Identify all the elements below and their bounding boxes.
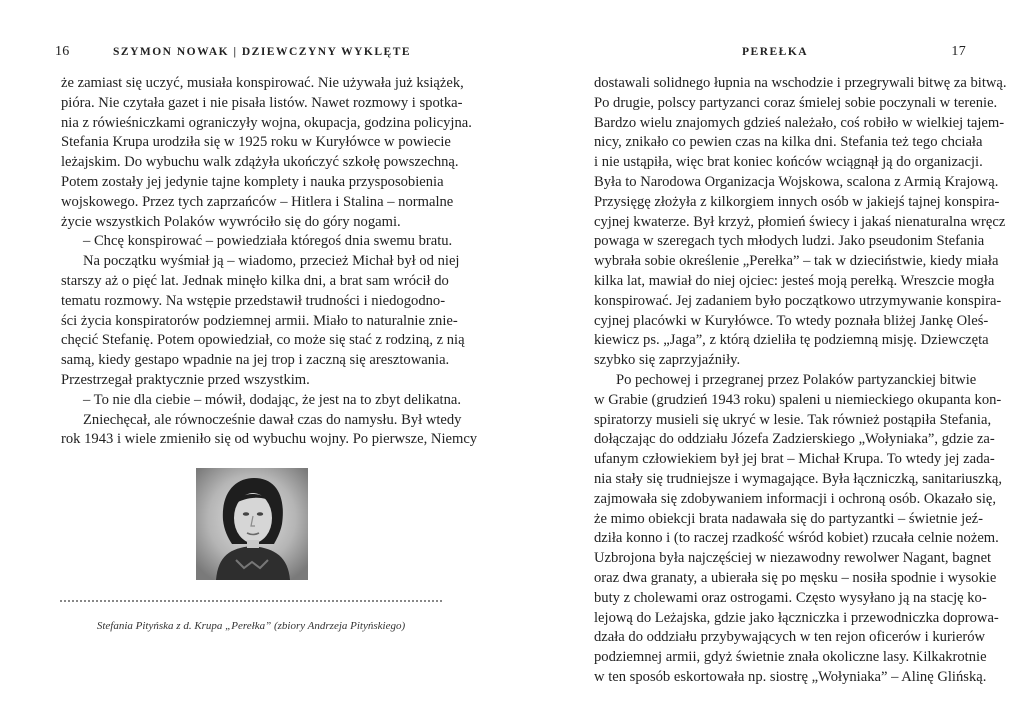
text-line: że mimo obiekcji brata nadawała się do partyzantki – świetnie jeź-: [594, 510, 984, 527]
text-line: starszy aż o pięć lat. Jednak minęło kilka dni, a brat sam wrócił do: [61, 272, 449, 289]
text-line: życie wszystkich Polaków wywróciło się do góry nogami.: [61, 213, 401, 230]
text-line: – To nie dla ciebie – mówił, dodając, że jest na to zbyt delikatna.: [83, 391, 462, 408]
text-line: nia z rówieśniczkami ograniczyły wojna, okupacja, godzina policyjna.: [61, 114, 472, 131]
right-page: [512, 0, 1024, 713]
text-line: Przestrzegał praktycznie przed wszystkim.: [61, 371, 310, 388]
text-line: dziła konno i (to raczej rzadkość wśród kobiet) rzucała celnie nożem.: [594, 530, 999, 547]
text-line: Przysięgę złożyła z kilkorgiem innych osób w jakiejś tajnej konspira-: [594, 193, 1000, 210]
text-line: Bardzo wielu znajomych gdzieś należało, coś robiło w wielkiej tajem-: [594, 114, 1005, 131]
text-line: oraz dwa granaty, a ubierała się po męsku – nosiła spodnie i wysokie: [594, 569, 997, 586]
body-text-left: [61, 74, 478, 450]
portrait-photo: [196, 468, 308, 580]
text-line: w ten sposób eskortowała np. siostrę „Wołyniaka” – Alinę Glińską.: [594, 668, 987, 685]
page-number-right: 17: [951, 44, 966, 59]
text-line: Była to Narodowa Organizacja Wojskowa, scalona z Armią Krajową.: [594, 173, 999, 190]
page-number-left: 16: [55, 44, 70, 59]
text-line: dostawali solidnego łupnia na wschodzie i przegrywali bitwę za bitwą.: [594, 75, 1007, 91]
text-line: wybrała sobie określenie „Perełka” – tak w dzieciństwie, kiedy miała: [594, 253, 999, 270]
text-line: konspirować. Jej zadaniem było początkowo utrzymywanie konspira-: [594, 292, 1002, 309]
text-line: buty z cholewami oraz ostrogami. Często wysyłano ją na stację ko-: [594, 589, 987, 606]
text-line: ufanym człowiekiem był jej brat – Michał Krupa. To wtedy jej zada-: [594, 451, 995, 468]
text-line: kiewicz ps. „Jaga”, z którą dzieliła tę podziemną misję. Dziewczęta: [594, 332, 989, 349]
text-line: leżajskim. Do wybuchu walk zdążyła ukończyć szkołę powszechną.: [61, 154, 459, 171]
caption-divider: [60, 600, 442, 602]
text-line: Stefania Krupa urodziła się w 1925 roku w Kuryłówce w powiecie: [61, 134, 451, 151]
photo-caption: Stefania Pityńska z d. Krupa „Perełka” (zbiory Andrzeja Pityńskiego): [96, 620, 406, 632]
text-line: – Chcę konspirować – powiedziała któregoś dnia swemu bratu.: [83, 233, 453, 250]
text-line: cyjnej kwaterze. Był krzyż, płomień świecy i jakaś nienaturalna wręcz: [594, 213, 1006, 230]
text-line: samą, kiedy gestapo wpadnie na jej trop i zaczną się aresztowania.: [61, 352, 450, 369]
text-line: Uzbrojona była najczęściej w niezawodny rewolwer Nagant, bagnet: [594, 550, 992, 567]
text-line: że zamiast się uczyć, musiała konspirować. Nie używała już książek,: [61, 75, 464, 91]
text-line: Zniechęcał, ale równocześnie dawał czas do namysłu. Był wtedy: [83, 411, 462, 428]
text-line: nia stały się trudniejsze i wymagające. Była łączniczką, sanitariuszką,: [594, 470, 1003, 487]
text-line: dzała do oddziału przybywających w ten rejon oficerów i kurierów: [594, 629, 986, 646]
text-line: nicy, znikało co pewien czas na kilka dni. Stefania też tego chciała: [594, 134, 983, 151]
text-line: spiratorzy musieli się ukryć w lesie. Tak również postąpiła Stefania,: [594, 411, 992, 428]
text-line: Po drugie, polscy partyzanci coraz śmielej sobie poczynali w terenie.: [594, 94, 998, 111]
text-line: w Grabie (grudzień 1943 roku) spaleni u niemieckiego okupanta kon-: [594, 391, 1002, 408]
body-text-right: [594, 74, 1007, 688]
text-line: kilka lat, mawiał do niej ojciec: jesteś moją perełką. Wreszcie mogła: [594, 272, 995, 289]
text-line: Na początku wyśmiał ją – wiadomo, przecież Michał był od niej: [83, 253, 460, 270]
text-line: podziemnej armii, gdyż świetnie znała okoliczne lasy. Kilkakrotnie: [594, 649, 987, 666]
text-line: tematu rozmowy. Na wstępie przedstawił trudności i niedogodno-: [61, 292, 446, 309]
text-line: ści życia konspiratorów podziemnej armii. Miało to naturalnie znie-: [61, 312, 458, 329]
text-line: lejową do Leżajska, gdzie jako łączniczka i przewodniczka doprowa-: [594, 609, 999, 626]
running-head-left: SZYMON NOWAK | DZIEWCZYNY WYKLĘTE: [113, 46, 412, 58]
text-line: powaga w szeregach tych młodych ludzi. Jako pseudonim Stefania: [594, 233, 985, 250]
running-head-right: PEREŁKA: [742, 46, 809, 58]
text-line: dołączając do oddziału Józefa Zadzierskiego „Wołyniaka”, gdzie za-: [594, 431, 995, 448]
text-line: cyjnej placówki w Kuryłówce. To wtedy poznała bliżej Jankę Oleś-: [594, 312, 989, 329]
text-line: wojskowego. Przez tych zaprzańców – Hitlera i Stalina – normalne: [61, 193, 454, 210]
text-line: Potem zostały jej jedynie tajne komplety i nauka przysposobienia: [61, 173, 444, 190]
text-line: chęcić Stefanię. Potem opowiedział, co może się stać z rodziną, z nią: [61, 332, 465, 349]
text-line: szybko się zaprzyjaźniły.: [594, 352, 741, 369]
text-line: rok 1943 i wiele zmieniło się od wybuchu wojny. Po pierwsze, Niemcy: [61, 431, 478, 448]
text-line: pióra. Nie czytała gazet i nie pisała listów. Nawet rozmowy i spotka-: [61, 94, 463, 111]
text-line: zajmowała się zdobywaniem informacji i ochroną osób. Okazało się,: [594, 490, 997, 507]
text-line: i nie ustąpiła, więc brat koniec końców wciągnął ją do organizacji.: [594, 154, 983, 171]
text-line: Po pechowej i przegranej przez Polaków partyzanckiej bitwie: [616, 371, 977, 388]
